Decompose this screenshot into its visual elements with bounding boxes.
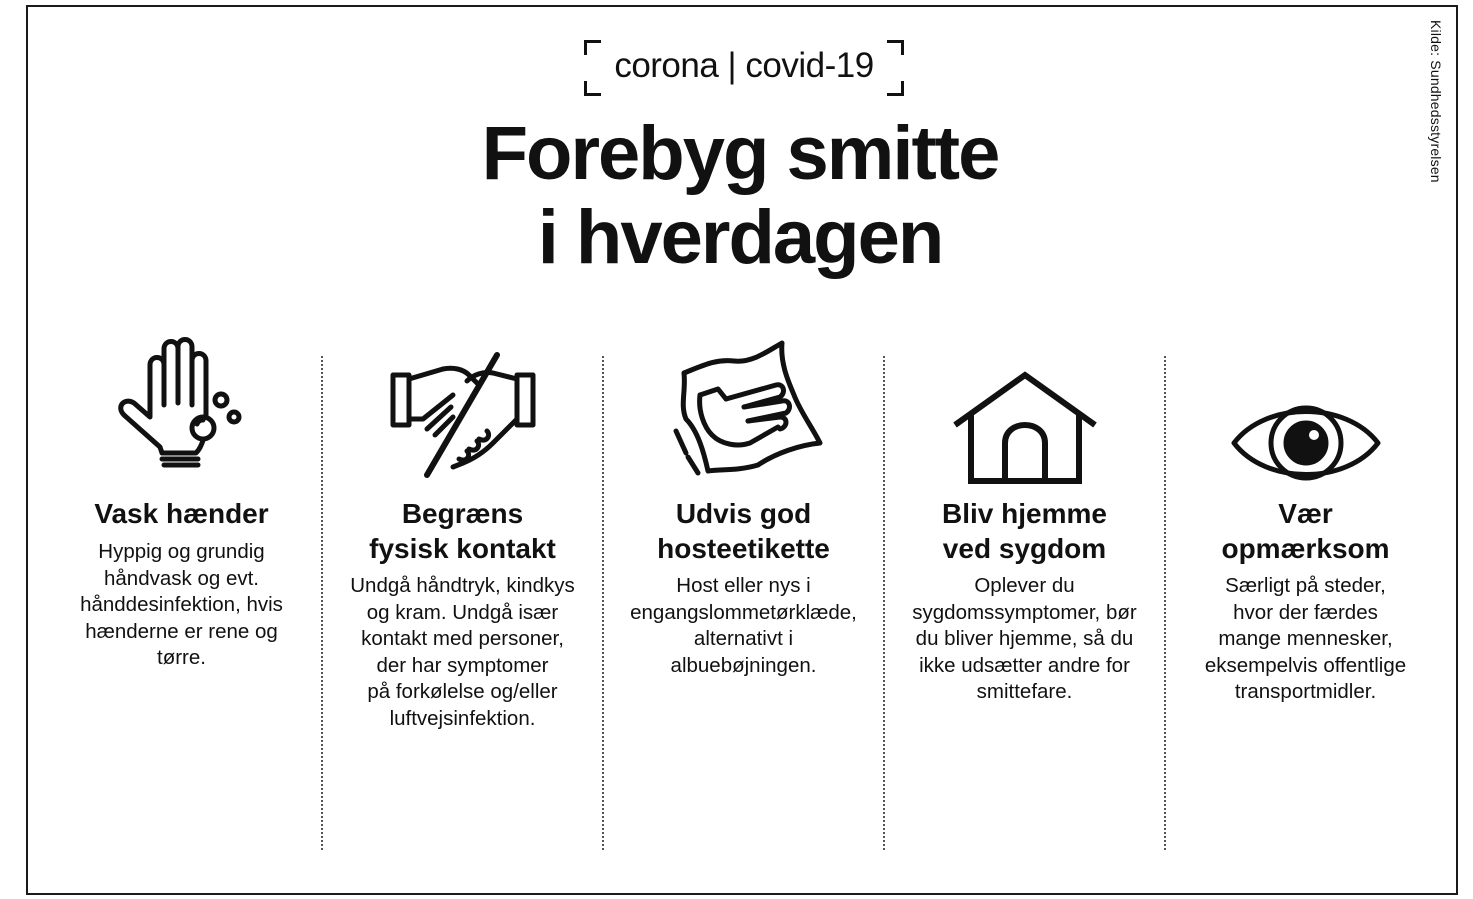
tip-text-line: Oplever du (974, 574, 1075, 597)
tip-title (884, 496, 1165, 566)
tip-title-line: Bliv hjemme (942, 498, 1107, 529)
hand-tissue-icon (664, 335, 824, 485)
tip-title (322, 496, 603, 566)
tip-text-line: du bliver hjemme, så du (915, 627, 1134, 650)
title-line: Forebyg smitte (481, 111, 999, 196)
tip-title (1165, 496, 1446, 566)
tip-title-line: ved sygdom (942, 533, 1107, 564)
tip-text-line: alternativt i (693, 627, 794, 650)
tip-text-line: Hyppig og grundig (98, 540, 265, 563)
tip-text-line: smittefare. (976, 680, 1073, 703)
tip-text-line: hvor der færdes (1233, 600, 1378, 624)
tip-title-line: hosteetikette (657, 533, 830, 564)
tip-title (41, 496, 322, 531)
tip-text-line: eksempelvis offentlige (1204, 653, 1407, 677)
tip-text-line: og kram. Undgå især (366, 600, 559, 624)
tip-text-line: engangslommetørklæde, (630, 600, 857, 624)
tip-text-line: der har symptomer (376, 653, 549, 677)
tip-title-line: Vær (1278, 498, 1333, 529)
tip-text (1165, 573, 1446, 706)
tip-title-line: fysisk kontakt (369, 533, 556, 564)
no-handshake-icon (383, 335, 543, 485)
tip-text-line: hænderne er rene og (85, 619, 278, 643)
tip-text (41, 539, 322, 672)
tip-title (603, 496, 884, 566)
tip-text-line: Host eller nys i (676, 574, 811, 597)
tip-text-line: transportmidler. (1234, 680, 1377, 703)
tip-text-line: albuebøjningen. (670, 653, 817, 677)
title-line: i hverdagen (537, 195, 943, 280)
tip-title-line: Begræns (401, 498, 524, 529)
tip-text-line: tørre. (157, 646, 206, 669)
page-title (300, 112, 1180, 280)
tip-text-line: ikke udsætter andre for (919, 653, 1130, 677)
washing-hand-icon (102, 335, 262, 485)
tip-text (322, 573, 603, 732)
tip-text-line: håndvask og evt. (104, 566, 259, 590)
source-credit: Kilde: Sundhedsstyrelsen (1428, 20, 1444, 183)
tip-text-line: sygdomssymptomer, bør (912, 600, 1137, 624)
brand-mark (584, 40, 904, 96)
brand-text: corona | covid-19 (614, 46, 874, 85)
house-icon (945, 335, 1105, 485)
tip-text-line: mange mennesker, (1218, 627, 1393, 650)
tip-title-line: Udvis god (675, 498, 812, 529)
tip-text-line: på forkølelse og/eller (367, 680, 558, 703)
tip-text (884, 573, 1165, 706)
tip-title-line: opmærksom (1221, 533, 1390, 564)
tip-text-line: kontakt med personer, (361, 627, 564, 650)
tip-text-line: Særligt på steder, (1225, 574, 1386, 597)
tip-text-line: Undgå håndtryk, kindkys (350, 574, 575, 597)
tip-title-line: Vask hænder (94, 498, 269, 529)
tip-text (603, 573, 884, 679)
tip-text-line: hånddesinfektion, hvis (80, 593, 283, 616)
eye-icon (1226, 335, 1386, 485)
tip-text-line: luftvejsinfektion. (389, 706, 536, 730)
